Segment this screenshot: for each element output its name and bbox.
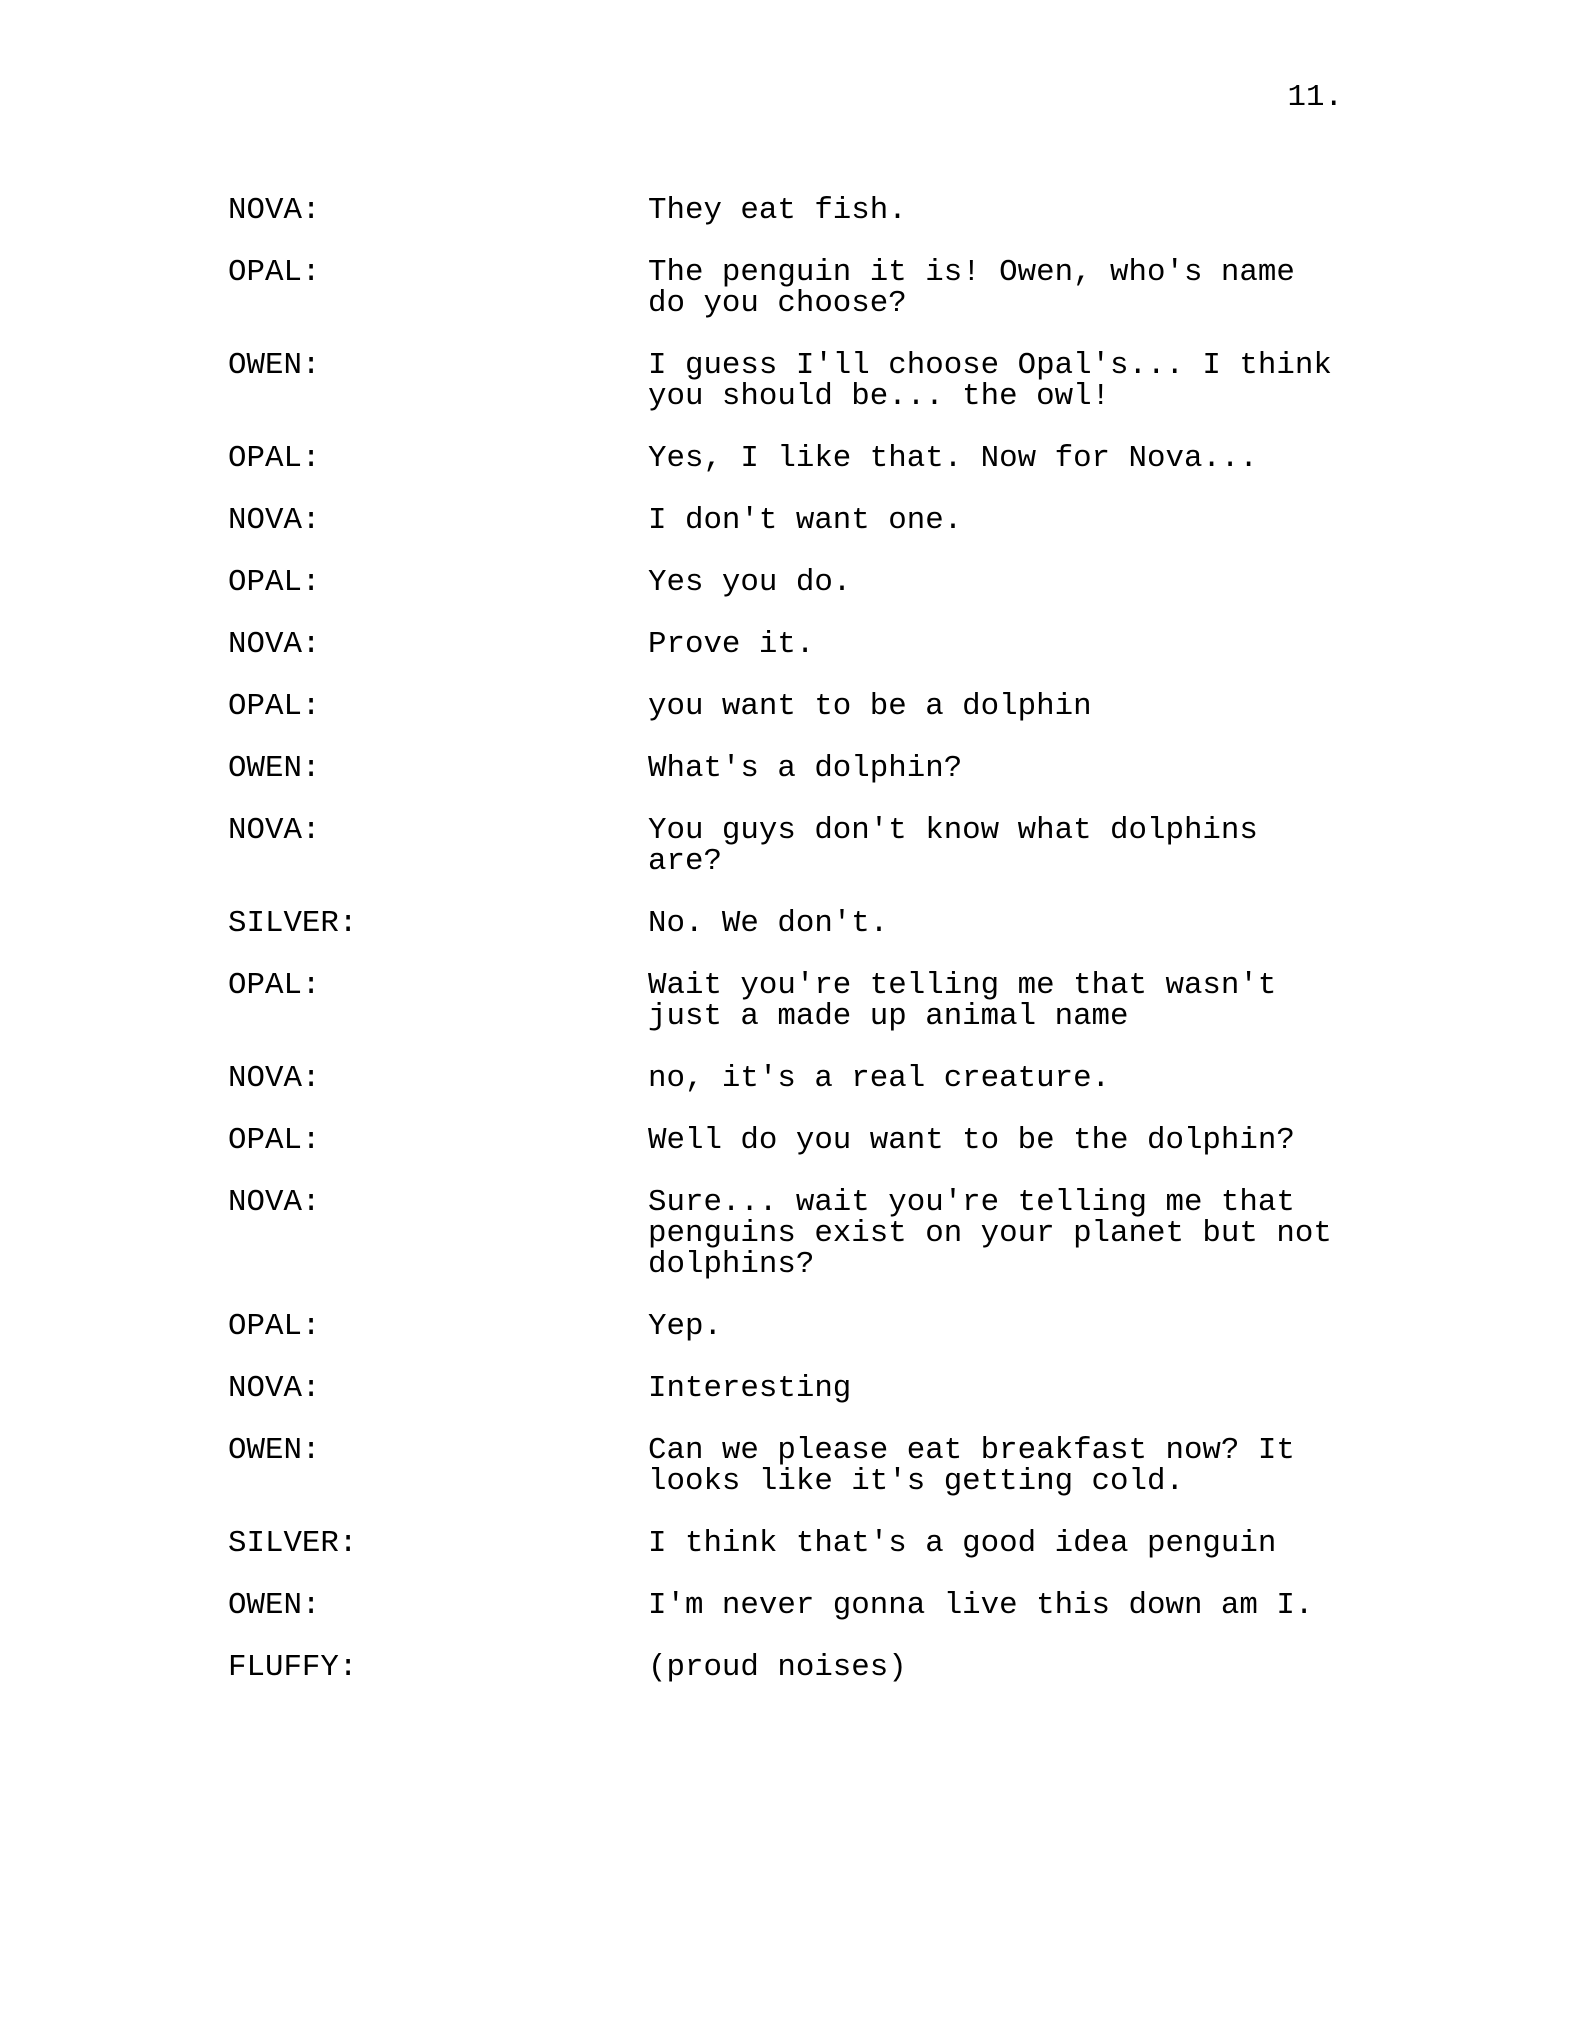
- speaker-name: OWEN:: [228, 751, 321, 786]
- dialogue-entry: [228, 1311, 1576, 1342]
- speaker-name: OPAL:: [228, 255, 321, 290]
- dialogue-text: Sure... wait you're telling me that penguins exist on your planet but not dolphins?: [648, 1185, 1332, 1282]
- speaker-name: OPAL:: [228, 565, 321, 600]
- dialogue-entry: [228, 1187, 1576, 1280]
- dialogue-text: I don't want one.: [648, 503, 963, 538]
- dialogue-text: The penguin it is! Owen, who's name do you choose?: [648, 255, 1295, 321]
- dialogue-entry: [228, 1063, 1576, 1094]
- speaker-name: FLUFFY:: [228, 1650, 358, 1685]
- speaker-name: OPAL:: [228, 968, 321, 1003]
- speaker-name: NOVA:: [228, 1185, 321, 1220]
- dialogue-entry: [228, 629, 1576, 660]
- speaker-name: NOVA:: [228, 1371, 321, 1406]
- dialogue-entry: [228, 505, 1576, 536]
- speaker-name: NOVA:: [228, 503, 321, 538]
- dialogue-text: You guys don't know what dolphins are?: [648, 813, 1258, 879]
- dialogue-text: Can we please eat breakfast now? It looks like it's getting cold.: [648, 1433, 1295, 1499]
- speaker-name: OPAL:: [228, 1309, 321, 1344]
- dialogue-text: No. We don't.: [648, 906, 889, 941]
- speaker-name: OPAL:: [228, 689, 321, 724]
- dialogue-text: (proud noises): [648, 1650, 907, 1685]
- dialogue-entry: [228, 691, 1576, 722]
- dialogue-text: I guess I'll choose Opal's... I think you should be... the owl!: [648, 348, 1332, 414]
- dialogue-entry: [228, 908, 1576, 939]
- dialogue-text: Yep.: [648, 1309, 722, 1344]
- dialogue-entry: [228, 1125, 1576, 1156]
- dialogue-text: Wait you're telling me that wasn't just a made up animal name: [648, 968, 1277, 1034]
- dialogue-text: Interesting: [648, 1371, 852, 1406]
- dialogue-entry: [228, 443, 1576, 474]
- speaker-name: NOVA:: [228, 627, 321, 662]
- dialogue-entry: [228, 970, 1576, 1032]
- speaker-name: NOVA:: [228, 193, 321, 228]
- dialogue-text: you want to be a dolphin: [648, 689, 1092, 724]
- dialogue-text: Well do you want to be the dolphin?: [648, 1123, 1295, 1158]
- speaker-name: NOVA:: [228, 813, 321, 848]
- page-number: 11.: [1287, 80, 1343, 115]
- dialogue-entry: [228, 350, 1576, 412]
- dialogue-text: What's a dolphin?: [648, 751, 963, 786]
- speaker-name: OWEN:: [228, 1433, 321, 1468]
- dialogue-entry: [228, 1435, 1576, 1497]
- speaker-name: OPAL:: [228, 1123, 321, 1158]
- dialogue-entry: [228, 567, 1576, 598]
- dialogue-list: [0, 195, 1576, 1683]
- speaker-name: SILVER:: [228, 1526, 358, 1561]
- dialogue-entry: [228, 195, 1576, 226]
- dialogue-text: Prove it.: [648, 627, 815, 662]
- dialogue-entry: [228, 1373, 1576, 1404]
- dialogue-text: They eat fish.: [648, 193, 907, 228]
- speaker-name: OWEN:: [228, 1588, 321, 1623]
- dialogue-text: no, it's a real creature.: [648, 1061, 1111, 1096]
- dialogue-text: I'm never gonna live this down am I.: [648, 1588, 1314, 1623]
- dialogue-text: Yes you do.: [648, 565, 852, 600]
- dialogue-text: I think that's a good idea penguin: [648, 1526, 1277, 1561]
- dialogue-entry: [228, 257, 1576, 319]
- speaker-name: OWEN:: [228, 348, 321, 383]
- dialogue-text: Yes, I like that. Now for Nova...: [648, 441, 1258, 476]
- dialogue-entry: [228, 1528, 1576, 1559]
- dialogue-entry: [228, 815, 1576, 877]
- dialogue-entry: [228, 1590, 1576, 1621]
- speaker-name: NOVA:: [228, 1061, 321, 1096]
- dialogue-entry: [228, 1652, 1576, 1683]
- speaker-name: OPAL:: [228, 441, 321, 476]
- speaker-name: SILVER:: [228, 906, 358, 941]
- dialogue-entry: [228, 753, 1576, 784]
